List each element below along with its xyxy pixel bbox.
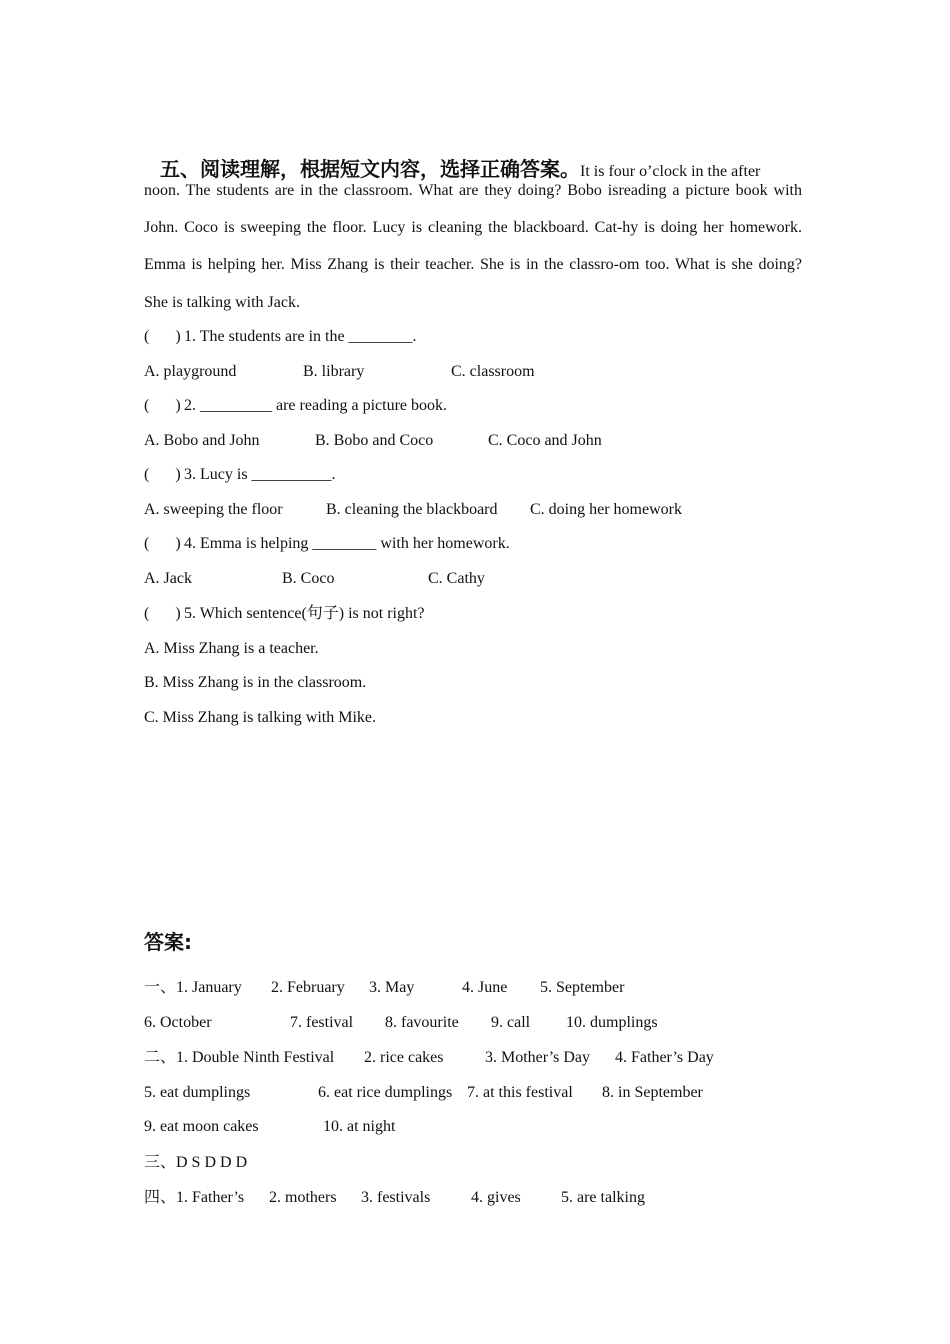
option-a: A. Bobo and John — [144, 432, 260, 449]
answer-item: 10. dumplings — [566, 1014, 658, 1031]
answer-item: 3. festivals — [361, 1189, 431, 1206]
question-stem: 4. Emma is helping ________ with her homework. — [184, 535, 510, 552]
option-c: C. classroom — [451, 363, 535, 380]
answer-blank[interactable]: ( ) — [144, 328, 181, 345]
option-a: A. Jack — [144, 570, 192, 587]
option-b: B. Coco — [282, 570, 335, 587]
answer-item: 5. September — [540, 979, 625, 996]
answer-blank[interactable]: ( ) — [144, 466, 181, 483]
section-heading: 五、阅读理解，根据短文内容，选择正确答案。 — [160, 157, 580, 181]
option-c: C. doing her homework — [530, 501, 682, 518]
answer-item: 9. eat moon cakes — [144, 1118, 259, 1135]
answer-item: 3. May — [369, 979, 415, 996]
answer-item: 四、1. Father’s — [144, 1189, 245, 1206]
question-stem: 3. Lucy is __________. — [184, 466, 336, 483]
passage-line: John. Coco is sweeping the floor. Lucy is cleaning the blackboard. Cat-hy is doing her homework. — [144, 219, 802, 236]
answer-item: 6. eat rice dumplings — [318, 1084, 453, 1101]
answer-item: 二、1. Double Ninth Festival — [144, 1049, 335, 1066]
option-c: C. Coco and John — [488, 432, 602, 449]
answer-item: 2. mothers — [269, 1189, 337, 1206]
passage-line: noon. The students are in the classroom. What are they doing? Bobo isreading a picture book with — [144, 182, 802, 199]
question-1 — [144, 327, 417, 347]
option-a: A. Miss Zhang is a teacher. — [144, 640, 319, 657]
option-c: C. Miss Zhang is talking with Mike. — [144, 709, 376, 726]
answer-item: 8. favourite — [385, 1014, 459, 1031]
answer-item: 6. October — [144, 1014, 212, 1031]
answer-item: 4. June — [462, 979, 508, 996]
answer-item: 4. Father’s Day — [615, 1049, 714, 1066]
answer-item: 一、1. January — [144, 979, 242, 996]
answer-item: 2. rice cakes — [364, 1049, 444, 1066]
question-4 — [144, 534, 510, 554]
question-stem: 1. The students are in the ________. — [184, 328, 417, 345]
option-c: C. Cathy — [428, 570, 485, 587]
question-stem: 5. Which sentence(句子) is not right? — [184, 605, 425, 622]
answer-item: 4. gives — [471, 1189, 521, 1206]
question-stem: 2. _________ are reading a picture book. — [184, 397, 448, 414]
option-a: A. playground — [144, 363, 237, 380]
answer-item: 3. Mother’s Day — [485, 1049, 591, 1066]
passage-intro: It is four o’clock in the after — [580, 163, 761, 180]
passage-line: She is talking with Jack. — [144, 294, 300, 311]
answer-item: 7. festival — [290, 1014, 354, 1031]
question-3 — [144, 465, 336, 485]
answer-blank[interactable]: ( ) — [144, 535, 181, 552]
option-a: A. sweeping the floor — [144, 501, 283, 518]
answer-item: 10. at night — [323, 1118, 396, 1135]
answer-item: 8. in September — [602, 1084, 703, 1101]
answer-blank[interactable]: ( ) — [144, 397, 181, 414]
option-b: B. library — [303, 363, 365, 380]
answer-item: 5. eat dumplings — [144, 1084, 251, 1101]
answers-title: 答案: — [144, 930, 192, 954]
passage-line: Emma is helping her. Miss Zhang is their teacher. She is in the classro-om too. What is she doing? — [144, 256, 802, 273]
option-b: B. Bobo and Coco — [315, 432, 434, 449]
option-b: B. cleaning the blackboard — [326, 501, 498, 518]
answer-item: 7. at this festival — [467, 1084, 573, 1101]
answer-item: 5. are talking — [561, 1189, 645, 1206]
answer-item: 2. February — [271, 979, 345, 996]
option-b: B. Miss Zhang is in the classroom. — [144, 674, 367, 691]
answer-item: 三、D S D D D — [144, 1154, 248, 1171]
answer-blank[interactable]: ( ) — [144, 605, 181, 622]
question-2 — [144, 396, 447, 416]
question-5 — [144, 604, 425, 624]
answer-item: 9. call — [491, 1014, 531, 1031]
